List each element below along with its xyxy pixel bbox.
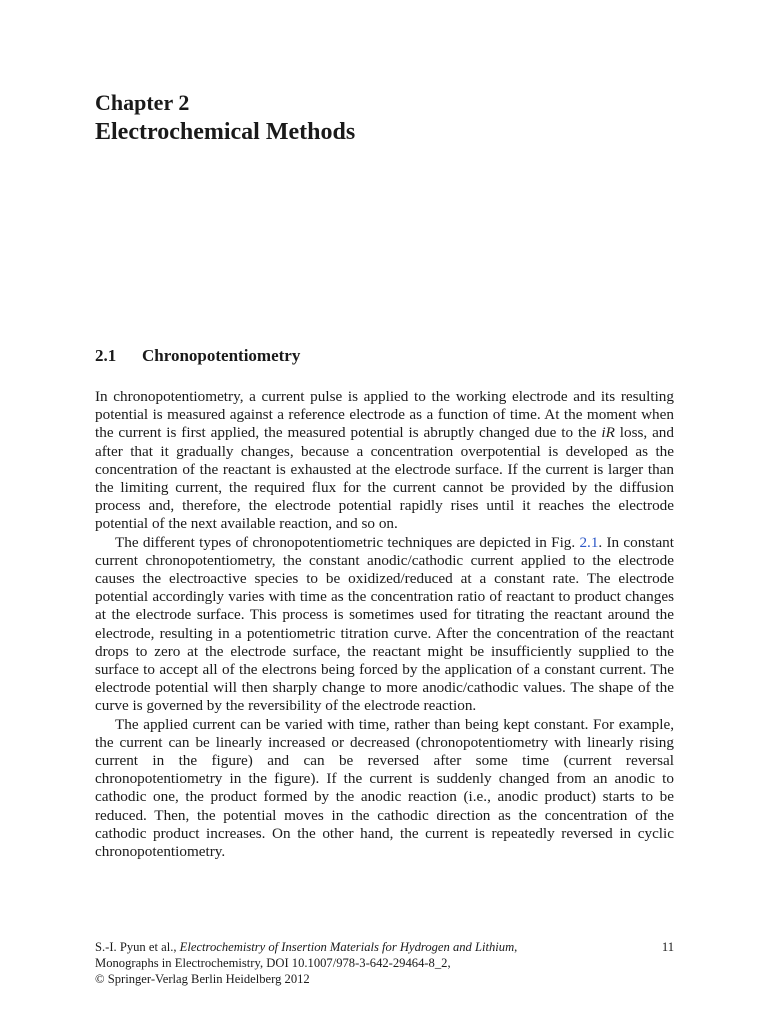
footer-punctuation: , [514,940,518,954]
section-heading [95,345,300,367]
ir-term: iR [601,424,615,442]
footer-authors: S.-I. Pyun et al., [95,940,180,954]
paragraph-2-text-a: The different types of chronopotentiometric techniques are depicted in Fig. [115,533,580,551]
body-text [95,388,674,861]
chapter-label: Chapter 2 [95,90,190,115]
section-title: Chronopotentiometry [142,346,301,365]
footer-citation [95,939,674,955]
figure-reference-link[interactable]: 2.1 [579,533,599,551]
paragraph-1 [95,388,674,534]
footer [95,939,674,987]
chapter-title: Electrochemical Methods [95,119,356,145]
paragraph-2 [95,534,674,716]
footer-book-title: Electrochemistry of Insertion Materials for Hydrogen and Lithium [179,940,515,954]
paragraph-3: The applied current can be varied with time, rather than being kept constant. For example, the current can be linearly increased or decreased (chronopotentiometry with linearly rising current in the figure) and can be reversed after some time (current reversal chronopotentiometry in the figure). If the current is suddenly changed from an anodic to cathodic one, the product formed by the anodic reaction (i.e., anodic product) starts to be reduced. Then, the potential moves in the cathodic direction as the concentration of the cathodic product increases. On the other hand, the current is repeatedly reversed in cyclic chronopotentiometry. [95,715,674,861]
footer-series: Monographs in Electrochemistry, DOI 10.1007/978-3-642-29464-8_2, [95,956,451,970]
paragraph-1-text-b: loss, and after that it gradually changes, because a concentration overpotential is developed as the concentration of the reactant is exhausted at the electrode surface. If the current is larger than the limiting current, the required flux for the current cannot be provided by the diffusion process and, therefore, the electrode potential rapidly rises until it reaches the electrode potential of the next available reaction, and so on. [95,424,674,533]
page-number: 11 [661,940,674,954]
section-number: 2.1 [95,346,117,365]
paragraph-2-text-b: . In constant current chronopotentiometry, the constant anodic/cathodic current applied to the electrode causes the electroactive species to be oxidized/reduced at a constant rate. The electrode potential accordingly varies with time as the concentration ratio of reactant to product changes at the electrode surface. This process is sometimes used for titrating the reactant around the electrode, resulting in a potentiometric titration curve. After the concentration of the reactant drops to zero at the electrode surface, the reactant might be insufficiently supplied to the surface to accept all of the electrons being forced by the application of a constant current. The electrode potential will then sharply change to more anodic/cathodic values. The shape of the curve is governed by the reversibility of the electrode reaction. [95,533,674,715]
paragraph-1-text-a: In chronopotentiometry, a current pulse is applied to the working electrode and its resulting potential is measured against a reference electrode as a function of time. At the moment when the current is first applied, the measured potential is abruptly changed due to the [95,388,674,442]
footer-copyright: © Springer-Verlag Berlin Heidelberg 2012 [95,972,310,986]
